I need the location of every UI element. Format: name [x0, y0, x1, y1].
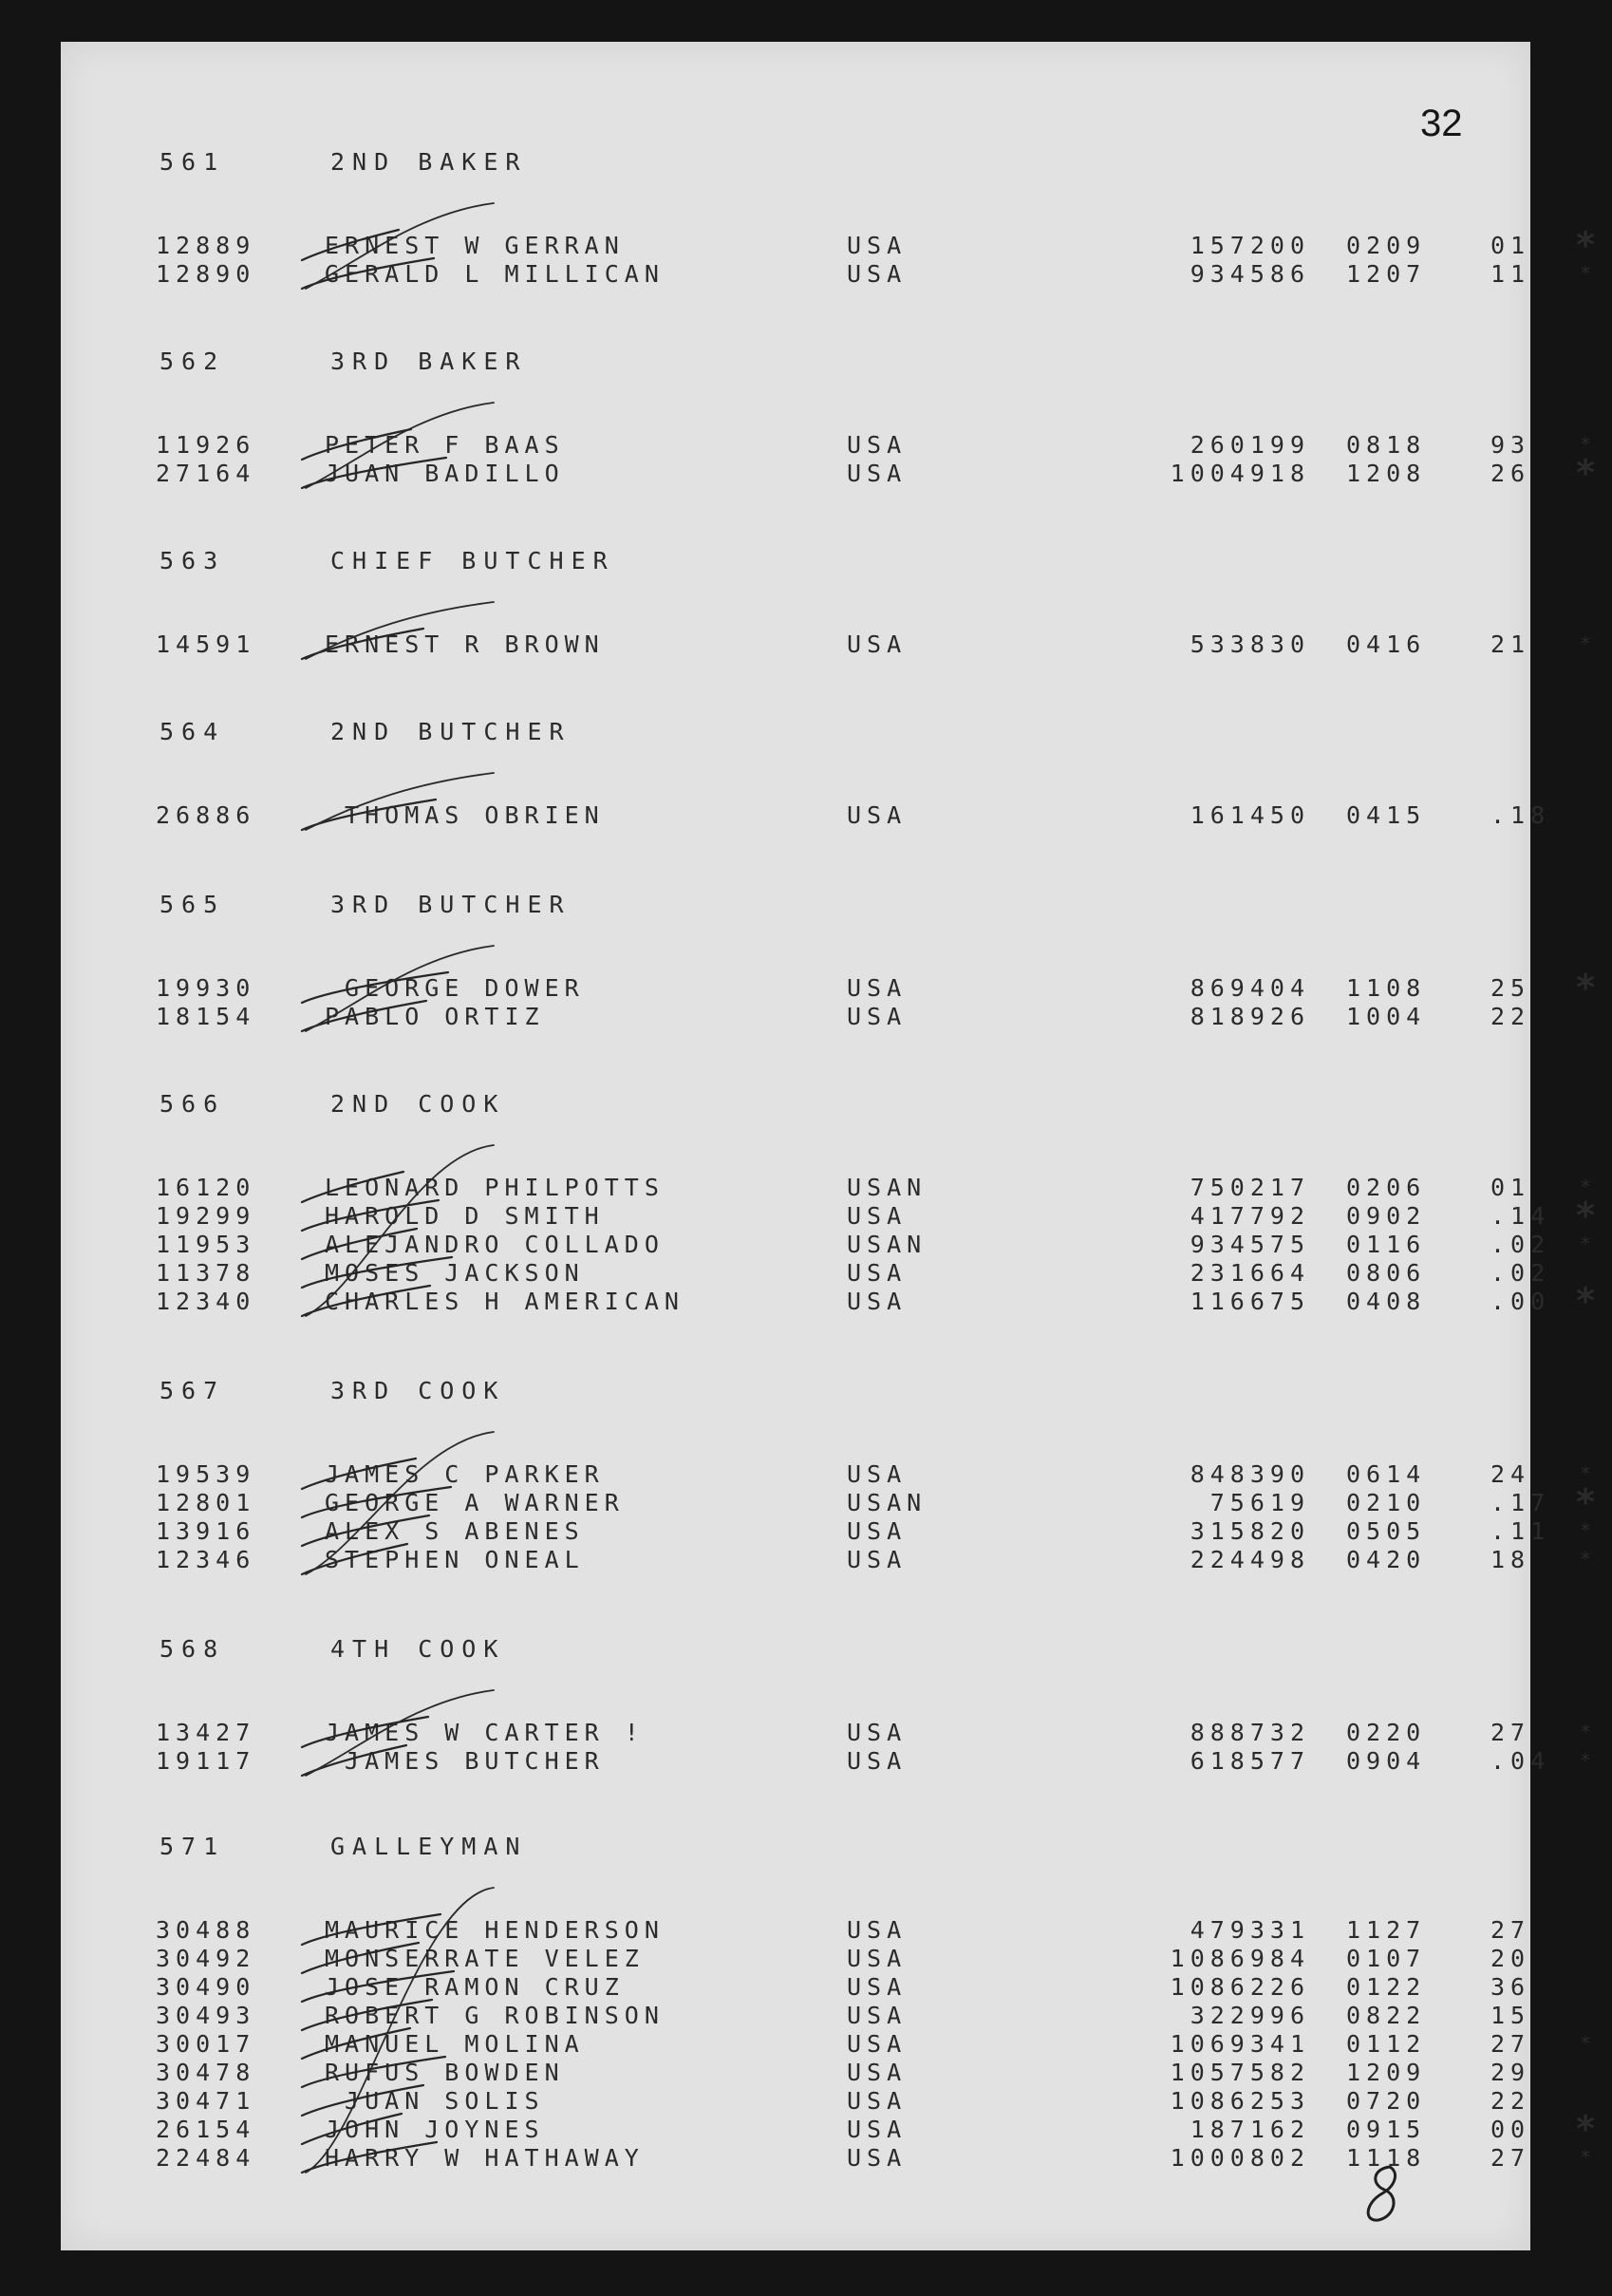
asterisk-mark: *: [1576, 1481, 1601, 1523]
crew-date-code: 0107: [1346, 1945, 1427, 1972]
crew-id: 30017: [156, 2030, 256, 2058]
crew-rating: 36: [1490, 1973, 1531, 2001]
crew-rating: .17: [1490, 1489, 1551, 1516]
crew-document-number: 1086253: [1170, 2087, 1310, 2115]
crew-name: JOSE RAMON CRUZ: [325, 1973, 625, 2001]
crew-rating: 00: [1490, 2116, 1531, 2143]
crew-date-code: 0505: [1346, 1517, 1427, 1545]
crew-id: 13916: [156, 1517, 256, 1545]
crew-date-code: 1004: [1346, 1003, 1427, 1030]
section-title: GALLEYMAN: [330, 1833, 528, 1860]
crew-rating: .11: [1490, 1517, 1551, 1545]
crew-document-number: 869404: [1190, 974, 1310, 1002]
crew-document-number: 161450: [1190, 801, 1310, 829]
section-code: 568: [159, 1635, 226, 1663]
section-code: 562: [159, 348, 226, 375]
crew-id: 12346: [156, 1546, 256, 1573]
crew-document-number: 1004918: [1170, 460, 1310, 487]
crew-nationality: USAN: [847, 1174, 928, 1201]
asterisk-mark: *: [1581, 632, 1596, 655]
crew-name: PETER F BAAS: [325, 431, 565, 459]
crew-id: 11378: [156, 1259, 256, 1287]
crew-rating: 29: [1490, 2059, 1531, 2086]
crew-document-number: 934575: [1190, 1231, 1310, 1258]
crew-id: 30488: [156, 1916, 256, 1944]
crew-nationality: USA: [847, 260, 908, 288]
crew-date-code: 0915: [1346, 2116, 1427, 2143]
section-code: 565: [159, 891, 226, 918]
crew-rating: 27: [1490, 1916, 1531, 1944]
crew-id: 16120: [156, 1174, 256, 1201]
crew-document-number: 1069341: [1170, 2030, 1310, 2058]
crew-id: 11953: [156, 1231, 256, 1258]
crew-name: MOSES JACKSON: [325, 1259, 585, 1287]
crew-date-code: 0220: [1346, 1719, 1427, 1746]
section-title: 2ND BUTCHER: [330, 718, 572, 745]
crew-rating: .04: [1490, 1747, 1551, 1775]
crew-nationality: USA: [847, 974, 908, 1002]
section-title: 3RD BAKER: [330, 348, 528, 375]
crew-nationality: USA: [847, 801, 908, 829]
crew-nationality: USA: [847, 2030, 908, 2058]
crew-name: CHARLES H AMERICAN: [325, 1288, 684, 1315]
crew-nationality: USAN: [847, 1231, 928, 1258]
crew-nationality: USA: [847, 1517, 908, 1545]
crew-id: 30492: [156, 1945, 256, 1972]
crew-rating: .14: [1490, 1202, 1551, 1230]
crew-document-number: 157200: [1190, 232, 1310, 259]
section-title: CHIEF BUTCHER: [330, 547, 615, 574]
crew-date-code: 0206: [1346, 1174, 1427, 1201]
crew-document-number: 1086226: [1170, 1973, 1310, 2001]
crew-rating: 27: [1490, 1719, 1531, 1746]
crew-name: LEONARD PHILPOTTS: [325, 1174, 665, 1201]
crew-date-code: 1108: [1346, 974, 1427, 1002]
crew-id: 18154: [156, 1003, 256, 1030]
crew-date-code: 1208: [1346, 460, 1427, 487]
crew-rating: .00: [1490, 1288, 1551, 1315]
crew-document-number: 315820: [1190, 1517, 1310, 1545]
crew-nationality: USA: [847, 2116, 908, 2143]
section-title: 2ND COOK: [330, 1090, 506, 1118]
section-title: 2ND BAKER: [330, 148, 528, 176]
crew-nationality: USA: [847, 460, 908, 487]
crew-name: MANUEL MOLINA: [325, 2030, 585, 2058]
crew-nationality: USA: [847, 1916, 908, 1944]
crew-nationality: USA: [847, 2144, 908, 2172]
asterisk-mark: *: [1576, 1195, 1601, 1236]
crew-document-number: 224498: [1190, 1546, 1310, 1573]
section-title: 4TH COOK: [330, 1635, 506, 1663]
crew-nationality: USA: [847, 1945, 908, 1972]
crew-nationality: USA: [847, 630, 908, 658]
crew-nationality: USA: [847, 1003, 908, 1030]
section-header: [159, 148, 527, 176]
asterisk-mark: *: [1576, 1280, 1601, 1322]
crew-document-number: 618577: [1190, 1747, 1310, 1775]
crew-name: ERNEST W GERRAN: [325, 232, 625, 259]
crew-name: HAROLD D SMITH: [325, 1202, 605, 1230]
crew-id: 14591: [156, 630, 256, 658]
section-code: 563: [159, 547, 226, 574]
crew-date-code: 0822: [1346, 2002, 1427, 2029]
section-header: [159, 1377, 505, 1404]
crew-document-number: 260199: [1190, 431, 1310, 459]
crew-date-code: 0416: [1346, 630, 1427, 658]
crew-nationality: USA: [847, 1747, 908, 1775]
crew-date-code: 1209: [1346, 2059, 1427, 2086]
crew-name: ALEJANDRO COLLADO: [325, 1231, 665, 1258]
crew-document-number: 116675: [1190, 1288, 1310, 1315]
crew-date-code: 0116: [1346, 1231, 1427, 1258]
section-header: [159, 718, 572, 745]
crew-id: 12890: [156, 260, 256, 288]
crew-date-code: 0902: [1346, 1202, 1427, 1230]
crew-nationality: USA: [847, 1202, 908, 1230]
page-number: 32: [1420, 103, 1463, 144]
crew-date-code: 0415: [1346, 801, 1427, 829]
asterisk-mark: *: [1581, 262, 1596, 285]
asterisk-mark: *: [1581, 1749, 1596, 1772]
crew-date-code: 0720: [1346, 2087, 1427, 2115]
crew-name: MONSERRATE VELEZ: [325, 1945, 645, 1972]
crew-id: 30493: [156, 2002, 256, 2029]
crew-date-code: 1127: [1346, 1916, 1427, 1944]
crew-date-code: 0806: [1346, 1259, 1427, 1287]
crew-nationality: USA: [847, 431, 908, 459]
asterisk-mark: *: [1581, 1176, 1596, 1198]
crew-rating: 01: [1490, 232, 1531, 259]
asterisk-mark: *: [1576, 224, 1601, 266]
asterisk-mark: *: [1576, 452, 1601, 494]
crew-nationality: USA: [847, 1973, 908, 2001]
crew-id: 12801: [156, 1489, 256, 1516]
crew-document-number: 1057582: [1170, 2059, 1310, 2086]
section-header: [159, 1833, 527, 1860]
asterisk-mark: *: [1581, 2146, 1596, 2169]
crew-rating: 18: [1490, 1546, 1531, 1573]
crew-id: 26154: [156, 2116, 256, 2143]
crew-name: HARRY W HATHAWAY: [325, 2144, 645, 2172]
crew-date-code: 0420: [1346, 1546, 1427, 1573]
crew-name: STEPHEN ONEAL: [325, 1546, 585, 1573]
section-header: [159, 547, 615, 574]
crew-document-number: 533830: [1190, 630, 1310, 658]
crew-document-number: 818926: [1190, 1003, 1310, 1030]
crew-document-number: 1086984: [1170, 1945, 1310, 1972]
section-code: 567: [159, 1377, 226, 1404]
crew-document-number: 417792: [1190, 1202, 1310, 1230]
crew-document-number: 1000802: [1170, 2144, 1310, 2172]
crew-name: JAMES W CARTER !: [325, 1719, 645, 1746]
crew-name: JUAN BADILLO: [325, 460, 565, 487]
crew-name: GEORGE A WARNER: [325, 1489, 625, 1516]
crew-name: ROBERT G ROBINSON: [325, 2002, 665, 2029]
crew-id: 12889: [156, 232, 256, 259]
crew-rating: .02: [1490, 1259, 1551, 1287]
crew-date-code: 0210: [1346, 1489, 1427, 1516]
crew-rating: 15: [1490, 2002, 1531, 2029]
handwritten-page-count: [1354, 2161, 1411, 2228]
crew-name: JAMES BUTCHER: [325, 1747, 605, 1775]
crew-name: GEORGE DOWER: [325, 974, 585, 1002]
crew-nationality: USA: [847, 1259, 908, 1287]
crew-date-code: 0408: [1346, 1288, 1427, 1315]
crew-rating: 21: [1490, 630, 1531, 658]
crew-rating: 25: [1490, 974, 1531, 1002]
section-code: 561: [159, 148, 226, 176]
section-title: 3RD BUTCHER: [330, 891, 572, 918]
crew-nationality: USA: [847, 2087, 908, 2115]
crew-rating: 27: [1490, 2030, 1531, 2058]
crew-document-number: 934586: [1190, 260, 1310, 288]
section-header: [159, 348, 527, 375]
crew-id: 27164: [156, 460, 256, 487]
asterisk-mark: *: [1581, 1462, 1596, 1485]
crew-date-code: 0818: [1346, 431, 1427, 459]
crew-name: JOHN JOYNES: [325, 2116, 545, 2143]
crew-rating: 22: [1490, 2087, 1531, 2115]
section-header: [159, 891, 572, 918]
section-code: 571: [159, 1833, 226, 1860]
crew-document-number: 187162: [1190, 2116, 1310, 2143]
crew-document-number: 231664: [1190, 1259, 1310, 1287]
crew-name: ERNEST R BROWN: [325, 630, 605, 658]
crew-document-number: 848390: [1190, 1460, 1310, 1488]
crew-nationality: USA: [847, 1288, 908, 1315]
asterisk-mark: *: [1581, 2032, 1596, 2055]
asterisk-mark: *: [1581, 1233, 1596, 1255]
crew-id: 13427: [156, 1719, 256, 1746]
crew-nationality: USA: [847, 2002, 908, 2029]
crew-date-code: 0112: [1346, 2030, 1427, 2058]
crew-id: 19539: [156, 1460, 256, 1488]
crew-date-code: 0122: [1346, 1973, 1427, 2001]
section-code: 566: [159, 1090, 226, 1118]
crew-id: 30471: [156, 2087, 256, 2115]
crew-name: THOMAS OBRIEN: [325, 801, 605, 829]
crew-name: GERALD L MILLICAN: [325, 260, 665, 288]
crew-rating: 20: [1490, 1945, 1531, 1972]
crew-document-number: 888732: [1190, 1719, 1310, 1746]
crew-nationality: USA: [847, 1460, 908, 1488]
crew-nationality: USA: [847, 1719, 908, 1746]
asterisk-mark: *: [1581, 1548, 1596, 1571]
crew-id: 12340: [156, 1288, 256, 1315]
crew-nationality: USA: [847, 1546, 908, 1573]
crew-id: 11926: [156, 431, 256, 459]
crew-rating: .02: [1490, 1231, 1551, 1258]
crew-name: JAMES C PARKER: [325, 1460, 605, 1488]
asterisk-mark: *: [1576, 2108, 1601, 2150]
crew-rating: 26: [1490, 460, 1531, 487]
crew-rating: .18: [1490, 801, 1551, 829]
crew-rating: 24: [1490, 1460, 1531, 1488]
crew-name: MAURICE HENDERSON: [325, 1916, 665, 1944]
crew-document-number: 322996: [1190, 2002, 1310, 2029]
crew-rating: 22: [1490, 1003, 1531, 1030]
crew-rating: 01: [1490, 1174, 1531, 1201]
crew-id: 19117: [156, 1747, 256, 1775]
asterisk-mark: *: [1581, 1721, 1596, 1743]
crew-rating: 27: [1490, 2144, 1531, 2172]
crew-name: PABLO ORTIZ: [325, 1003, 545, 1030]
asterisk-mark: *: [1581, 1519, 1596, 1542]
crew-id: 30478: [156, 2059, 256, 2086]
crew-date-code: 1207: [1346, 260, 1427, 288]
crew-rating: 93: [1490, 431, 1531, 459]
crew-nationality: USA: [847, 2059, 908, 2086]
crew-date-code: 0904: [1346, 1747, 1427, 1775]
crew-name: RUFUS BOWDEN: [325, 2059, 565, 2086]
crew-id: 19930: [156, 974, 256, 1002]
asterisk-mark: *: [1581, 433, 1596, 456]
crew-document-number: 750217: [1190, 1174, 1310, 1201]
crew-name: ALEX S ABENES: [325, 1517, 585, 1545]
section-title: 3RD COOK: [330, 1377, 506, 1404]
crew-date-code: 1118: [1346, 2144, 1427, 2172]
crew-nationality: USAN: [847, 1489, 928, 1516]
section-header: [159, 1635, 505, 1663]
crew-id: 19299: [156, 1202, 256, 1230]
section-code: 564: [159, 718, 226, 745]
crew-nationality: USA: [847, 232, 908, 259]
asterisk-mark: *: [1576, 967, 1601, 1008]
section-header: [159, 1090, 505, 1118]
crew-id: 30490: [156, 1973, 256, 2001]
crew-rating: 11: [1490, 260, 1531, 288]
crew-date-code: 0209: [1346, 232, 1427, 259]
crew-id: 26886: [156, 801, 256, 829]
crew-id: 22484: [156, 2144, 256, 2172]
crew-date-code: 0614: [1346, 1460, 1427, 1488]
crew-document-number: 75619: [1209, 1489, 1310, 1516]
crew-name: JUAN SOLIS: [325, 2087, 545, 2115]
crew-document-number: 479331: [1190, 1916, 1310, 1944]
